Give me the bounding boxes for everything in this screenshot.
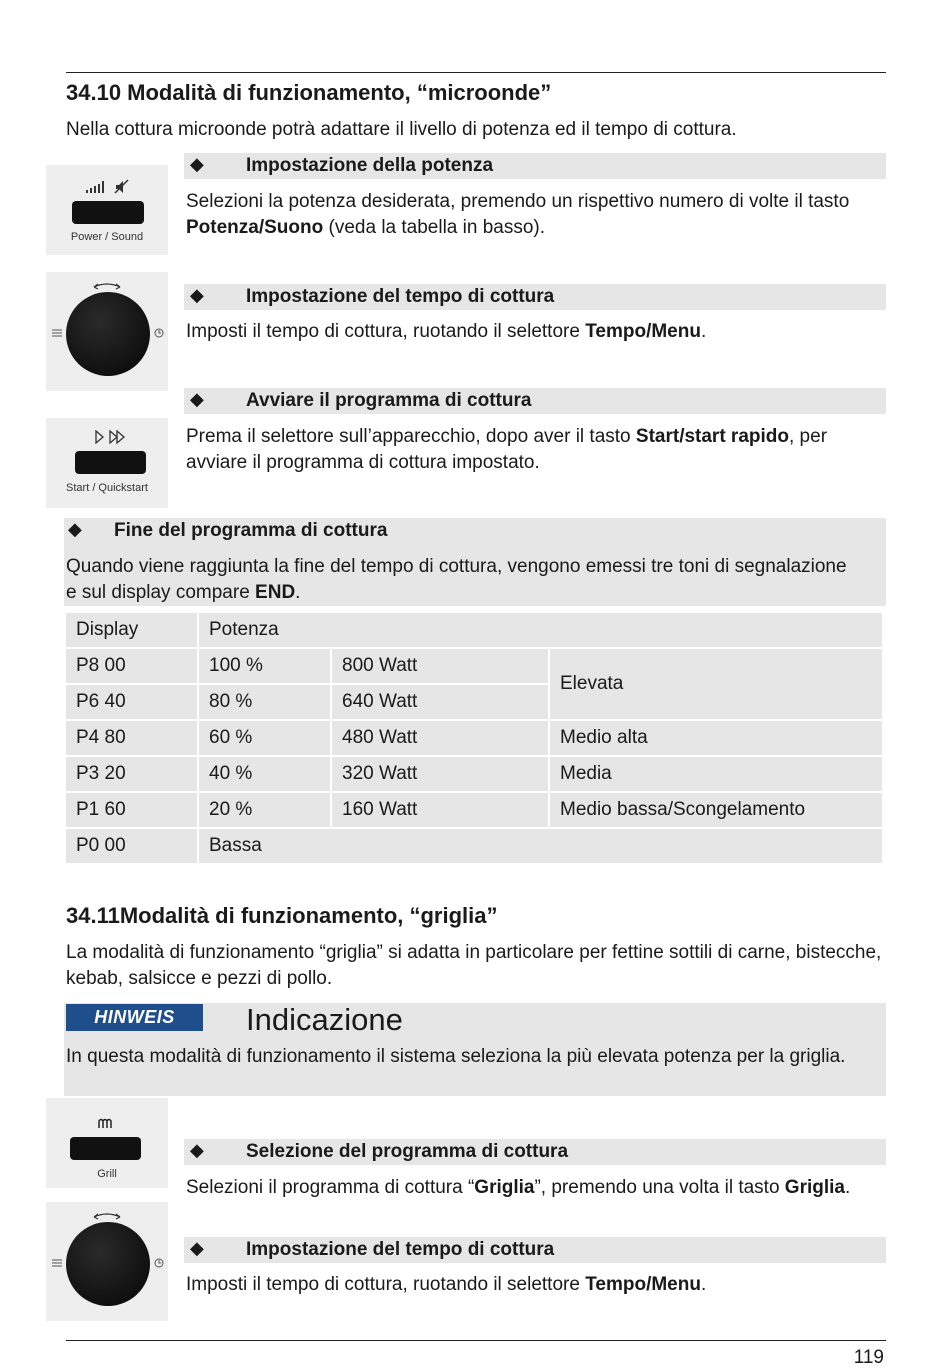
table-cell: P0 00 [65,828,198,864]
notice-text: In questa modalità di funzionamento il sistema seleziona la più elevata potenza per la griglia. [66,1046,846,1067]
rotate-arrows-icon [92,281,122,291]
table-cell: P1 60 [65,792,198,828]
time-menu-knob-image-2 [46,1202,168,1321]
step-heading-time [184,284,886,310]
knob-dial [66,1222,150,1306]
power-sound-button-image [46,165,168,255]
bottom-rule [66,1340,886,1341]
step-heading-start [184,388,886,414]
power-level-icon [86,179,132,195]
grill-caption: Grill [97,1168,117,1180]
step-heading-select-program [184,1139,886,1165]
table-cell: 20 % [198,792,331,828]
step-heading-start-label: Avviare il programma di cottura [246,390,532,411]
clock-icon [154,1258,164,1268]
step-text-select-program: Selezioni il programma di cottura “Griglia”, premendo una volta il tasto Griglia. [186,1177,851,1198]
menu-list-icon [52,1258,62,1268]
table-cell: P8 00 [65,648,198,684]
section-intro-grill: La modalità di funzionamento “griglia” si adatta in particolare per fettine sottili di carne, bistecche, kebab, salsicce e pezzi di pollo. [66,942,882,989]
section-intro-microwave: Nella cottura microonde potrà adattare il livello di potenza ed il tempo di cottura. [66,119,737,140]
table-row [65,756,883,792]
table-row [65,720,883,756]
top-rule [66,72,886,73]
power-sound-caption: Power / Sound [70,231,144,243]
step-heading-time-label: Impostazione del tempo di cottura [246,286,555,307]
diamond-bullet-icon: ◆ [190,154,204,174]
table-cell: Media [549,756,883,792]
page-number: 119 [853,1347,884,1368]
menu-list-icon [52,328,62,338]
step-heading-power-label: Impostazione della potenza [246,155,494,176]
table-header-cell: Display [65,612,198,648]
knob-dial [66,292,150,376]
step-text-power: Selezioni la potenza desiderata, premendo un rispettivo numero di volte il tasto Potenza/Suono (veda la tabella in basso). [186,191,850,238]
table-cell: P6 40 [65,684,198,720]
table-cell: 40 % [198,756,331,792]
table-cell: Bassa [198,828,883,864]
notice-title: Indicazione [246,1002,403,1037]
step-heading-time-grill-label: Impostazione del tempo di cottura [246,1239,555,1260]
play-fast-forward-icon [94,430,128,444]
diamond-bullet-icon: ◆ [68,519,82,539]
table-cell: 320 Watt [331,756,549,792]
step-heading-power [184,153,886,179]
table-cell: P4 80 [65,720,198,756]
table-cell: 100 % [198,648,331,684]
hinweis-badge: HINWEIS [66,1004,203,1031]
time-menu-knob-image [46,272,168,391]
step-text-time-grill: Imposti il tempo di cottura, ruotando il selettore Tempo/Menu. [186,1274,707,1295]
diamond-bullet-icon: ◆ [190,1238,204,1258]
grill-heating-icon [98,1118,116,1130]
table-cell: 80 % [198,684,331,720]
power-sound-key [72,201,144,224]
table-cell: 640 Watt [331,684,549,720]
table-cell: 60 % [198,720,331,756]
table-header-cell: Potenza [198,612,883,648]
end-program-block [64,518,886,606]
grill-key [70,1137,141,1160]
step-text-start: Prema il selettore sull’apparecchio, dopo aver il tasto Start/start rapido, per avviare il programma di cottura impostato. [186,426,828,473]
section-title-grill: 34.11Modalità di funzionamento, “griglia” [66,903,498,928]
table-cell: 160 Watt [331,792,549,828]
start-quickstart-key [75,451,146,474]
clock-icon [154,328,164,338]
start-quickstart-button-image [46,418,168,508]
table-cell: Elevata [549,648,883,720]
diamond-bullet-icon: ◆ [190,285,204,305]
rotate-arrows-icon [92,1211,122,1221]
table-cell: 480 Watt [331,720,549,756]
step-text-time: Imposti il tempo di cottura, ruotando il selettore Tempo/Menu. [186,321,707,342]
end-program-heading: Fine del programma di cottura [114,520,388,541]
power-table [64,611,884,865]
start-quickstart-caption: Start / Quickstart [66,482,148,494]
diamond-bullet-icon: ◆ [190,389,204,409]
table-cell: P3 20 [65,756,198,792]
table-row [65,828,883,864]
table-header-row [65,612,883,648]
table-cell: Medio alta [549,720,883,756]
table-cell: 800 Watt [331,648,549,684]
end-program-text: Quando viene raggiunta la fine del tempo di cottura, vengono emessi tre toni di segnalazione e sul display compare END. [66,556,847,603]
section-title-microwave: 34.10 Modalità di funzionamento, “microonde” [66,80,552,105]
step-heading-time-grill [184,1237,886,1263]
grill-button-image [46,1098,168,1188]
table-row [65,648,883,684]
table-row [65,792,883,828]
table-cell: Medio bassa/Scongelamento [549,792,883,828]
step-heading-select-program-label: Selezione del programma di cottura [246,1141,569,1162]
diamond-bullet-icon: ◆ [190,1140,204,1160]
